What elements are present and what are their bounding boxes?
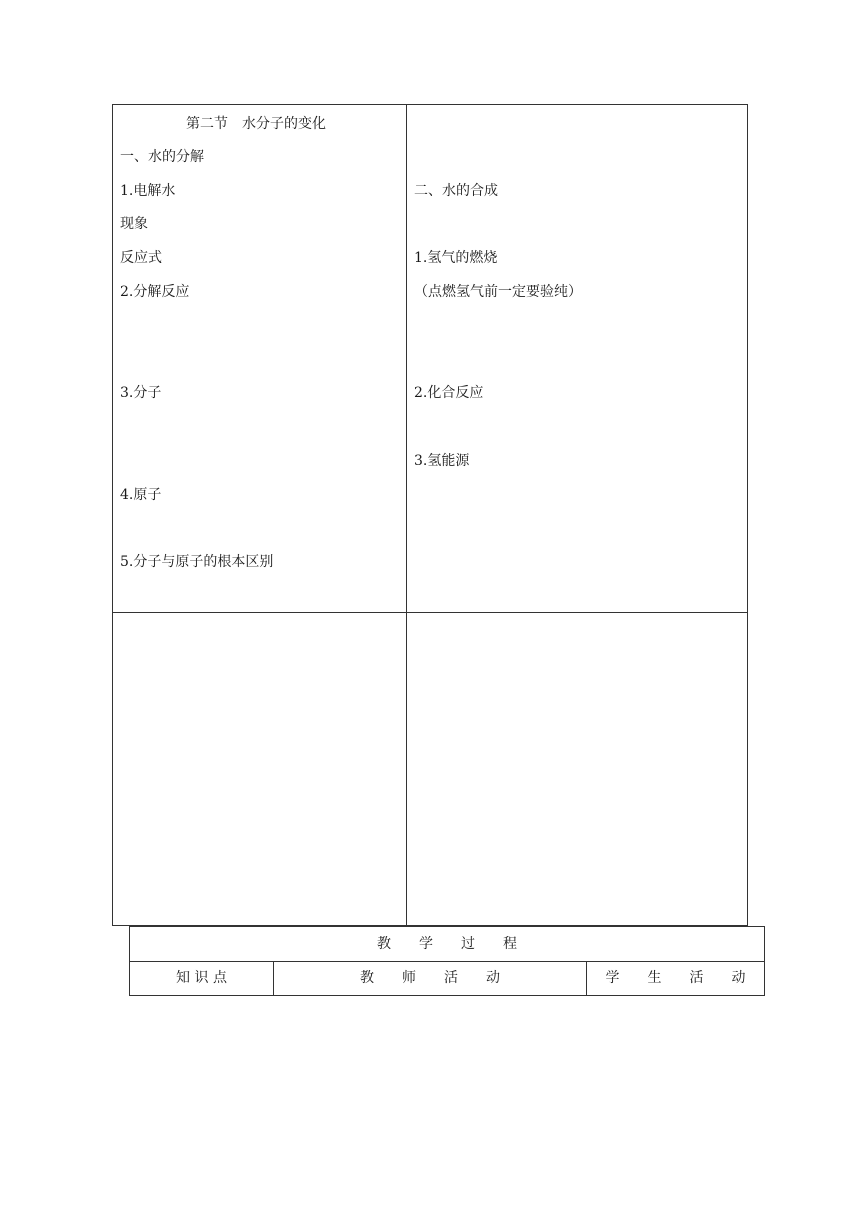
heading-water-synthesis: 二、水的合成 [414, 183, 498, 199]
item-hydrogen-energy: 3.氢能源 [414, 453, 470, 469]
item-equation: 反应式 [120, 250, 162, 266]
column-divider [406, 105, 407, 925]
item-purity-note: （点燃氢气前一定要验纯） [414, 284, 582, 300]
item-decomposition-reaction: 2.分解反应 [120, 284, 190, 300]
item-atom: 4.原子 [120, 487, 162, 503]
column-teacher-activity: 教 师 活 动 [274, 962, 587, 995]
row-divider [113, 612, 747, 613]
teaching-process-table [129, 926, 765, 996]
process-title: 教 学 过 程 [130, 927, 764, 962]
column-knowledge-point: 知 识 点 [130, 962, 274, 995]
item-electrolysis: 1.电解水 [120, 183, 176, 199]
heading-water-decomposition: 一、水的分解 [120, 149, 204, 165]
item-difference: 5.分子与原子的根本区别 [120, 554, 274, 570]
column-student-activity: 学 生 活 动 [605, 970, 746, 986]
blackboard-design-table [112, 104, 748, 926]
process-header-row [130, 962, 764, 995]
item-phenomenon: 现象 [120, 216, 148, 232]
item-hydrogen-combustion: 1.氢气的燃烧 [414, 250, 498, 266]
section-title: 第二节 水分子的变化 [186, 116, 326, 132]
item-molecule: 3.分子 [120, 385, 162, 401]
item-combination-reaction: 2.化合反应 [414, 385, 484, 401]
